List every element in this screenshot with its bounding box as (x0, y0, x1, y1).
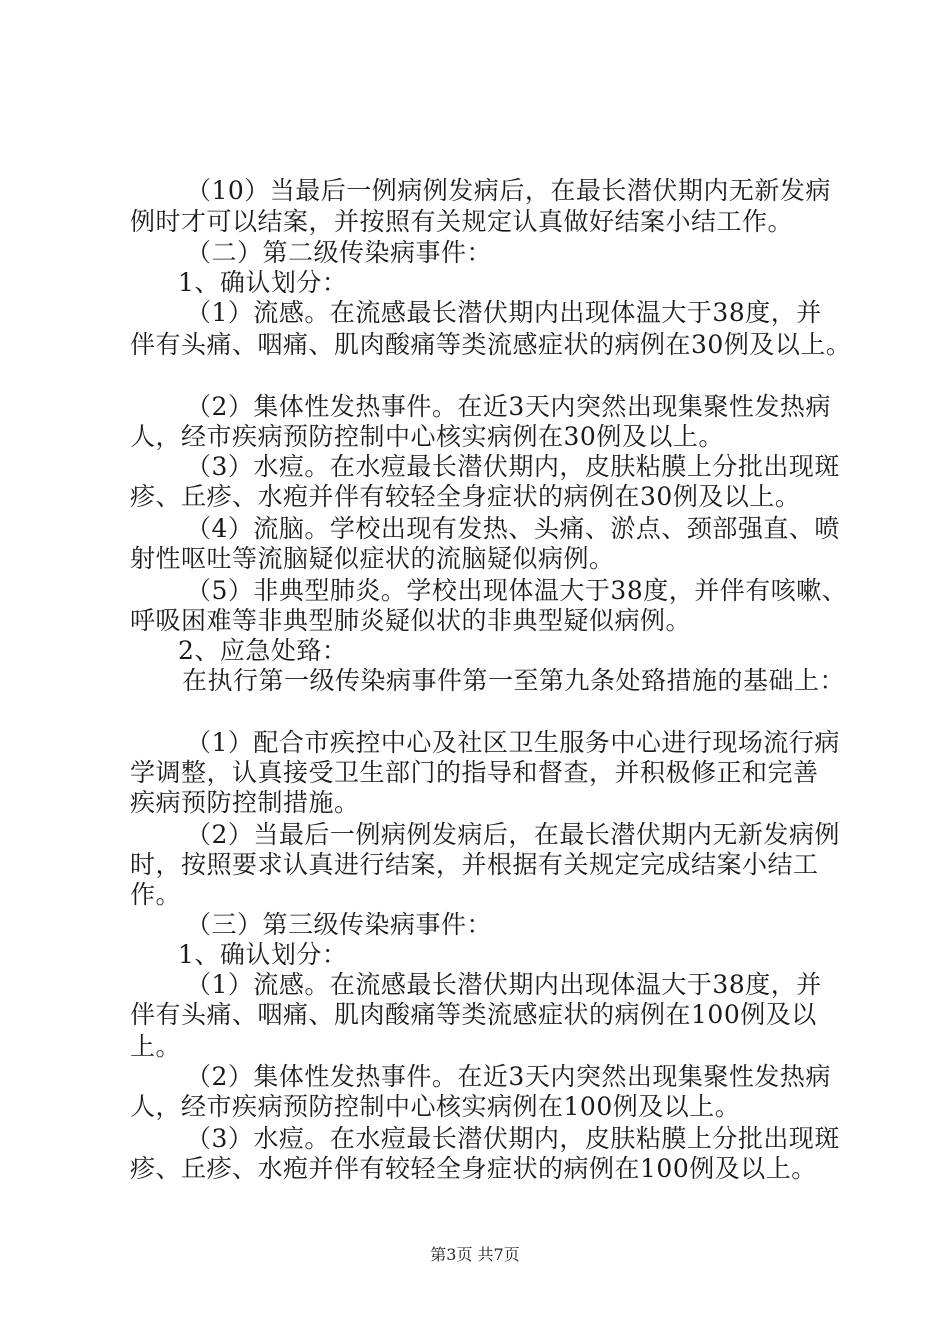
text-line: （2）集体性发热事件。在近3天内突然出现集聚性发热病 (186, 1062, 831, 1091)
text-line: （2）集体性发热事件。在近3天内突然出现集聚性发热病 (186, 392, 831, 421)
text-line: （1）配合市疾控中心及社区卫生服务中心进行现场流行病 (186, 728, 840, 757)
subsection-heading: 1、确认划分： (178, 268, 348, 297)
text-line: 射性呕吐等流脑疑似症状的流脑疑似病例。 (130, 544, 615, 573)
text-line: （2）当最后一例病例发病后，在最长潜伏期内无新发病例 (186, 820, 840, 849)
text-line: （3）水痘。在水痘最长潜伏期内，皮肤粘膜上分批出现斑 (186, 452, 840, 481)
text-line: 伴有头痛、咽痛、肌肉酸痛等类流感症状的病例在100例及以 (130, 1000, 817, 1029)
text-line: 在执行第一级传染病事件第一至第九条处臵措施的基础上： (182, 666, 846, 695)
text-line: （10）当最后一例病例发病后，在最长潜伏期内无新发病 (186, 176, 831, 205)
section-heading: （三）第三级传染病事件： (186, 910, 493, 939)
text-line: 作。 (130, 880, 182, 909)
text-line: 人，经市疾病预防控制中心核实病例在30例及以上。 (130, 422, 724, 451)
text-line: 学调整，认真接受卫生部门的指导和督查，并积极修正和完善 (130, 758, 819, 787)
text-line: （5）非典型肺炎。学校出现体温大于38度，并伴有咳嗽、 (186, 576, 848, 605)
text-line: 疹、丘疹、水疱并伴有较轻全身症状的病例在100例及以上。 (130, 1154, 817, 1183)
section-heading: （二）第二级传染病事件： (186, 238, 493, 267)
text-line: 疹、丘疹、水疱并伴有较轻全身症状的病例在30例及以上。 (130, 482, 801, 511)
text-line: （1）流感。在流感最长潜伏期内出现体温大于38度，并 (186, 970, 822, 999)
text-line: （1）流感。在流感最长潜伏期内出现体温大于38度，并 (186, 298, 822, 327)
page-footer: 第3页 共7页 (430, 1245, 520, 1264)
text-line: 时，按照要求认真进行结案，并根据有关规定完成结案小结工 (130, 850, 819, 879)
text-line: （4）流脑。学校出现有发热、头痛、淤点、颈部强直、喷 (186, 514, 840, 543)
text-line: 疾病预防控制措施。 (130, 788, 360, 817)
subsection-heading: 2、应急处臵： (178, 636, 348, 665)
text-line: （3）水痘。在水痘最长潜伏期内，皮肤粘膜上分批出现斑 (186, 1124, 840, 1153)
text-line: 人，经市疾病预防控制中心核实病例在100例及以上。 (130, 1092, 741, 1121)
text-line: 呼吸困难等非典型肺炎疑似状的非典型疑似病例。 (130, 606, 692, 635)
text-line: 伴有头痛、咽痛、肌肉酸痛等类流感症状的病例在30例及以上。 (130, 330, 852, 359)
subsection-heading: 1、确认划分： (178, 940, 348, 969)
text-line: 例时才可以结案，并按照有关规定认真做好结案小结工作。 (130, 207, 794, 236)
text-line: 上。 (130, 1032, 182, 1061)
